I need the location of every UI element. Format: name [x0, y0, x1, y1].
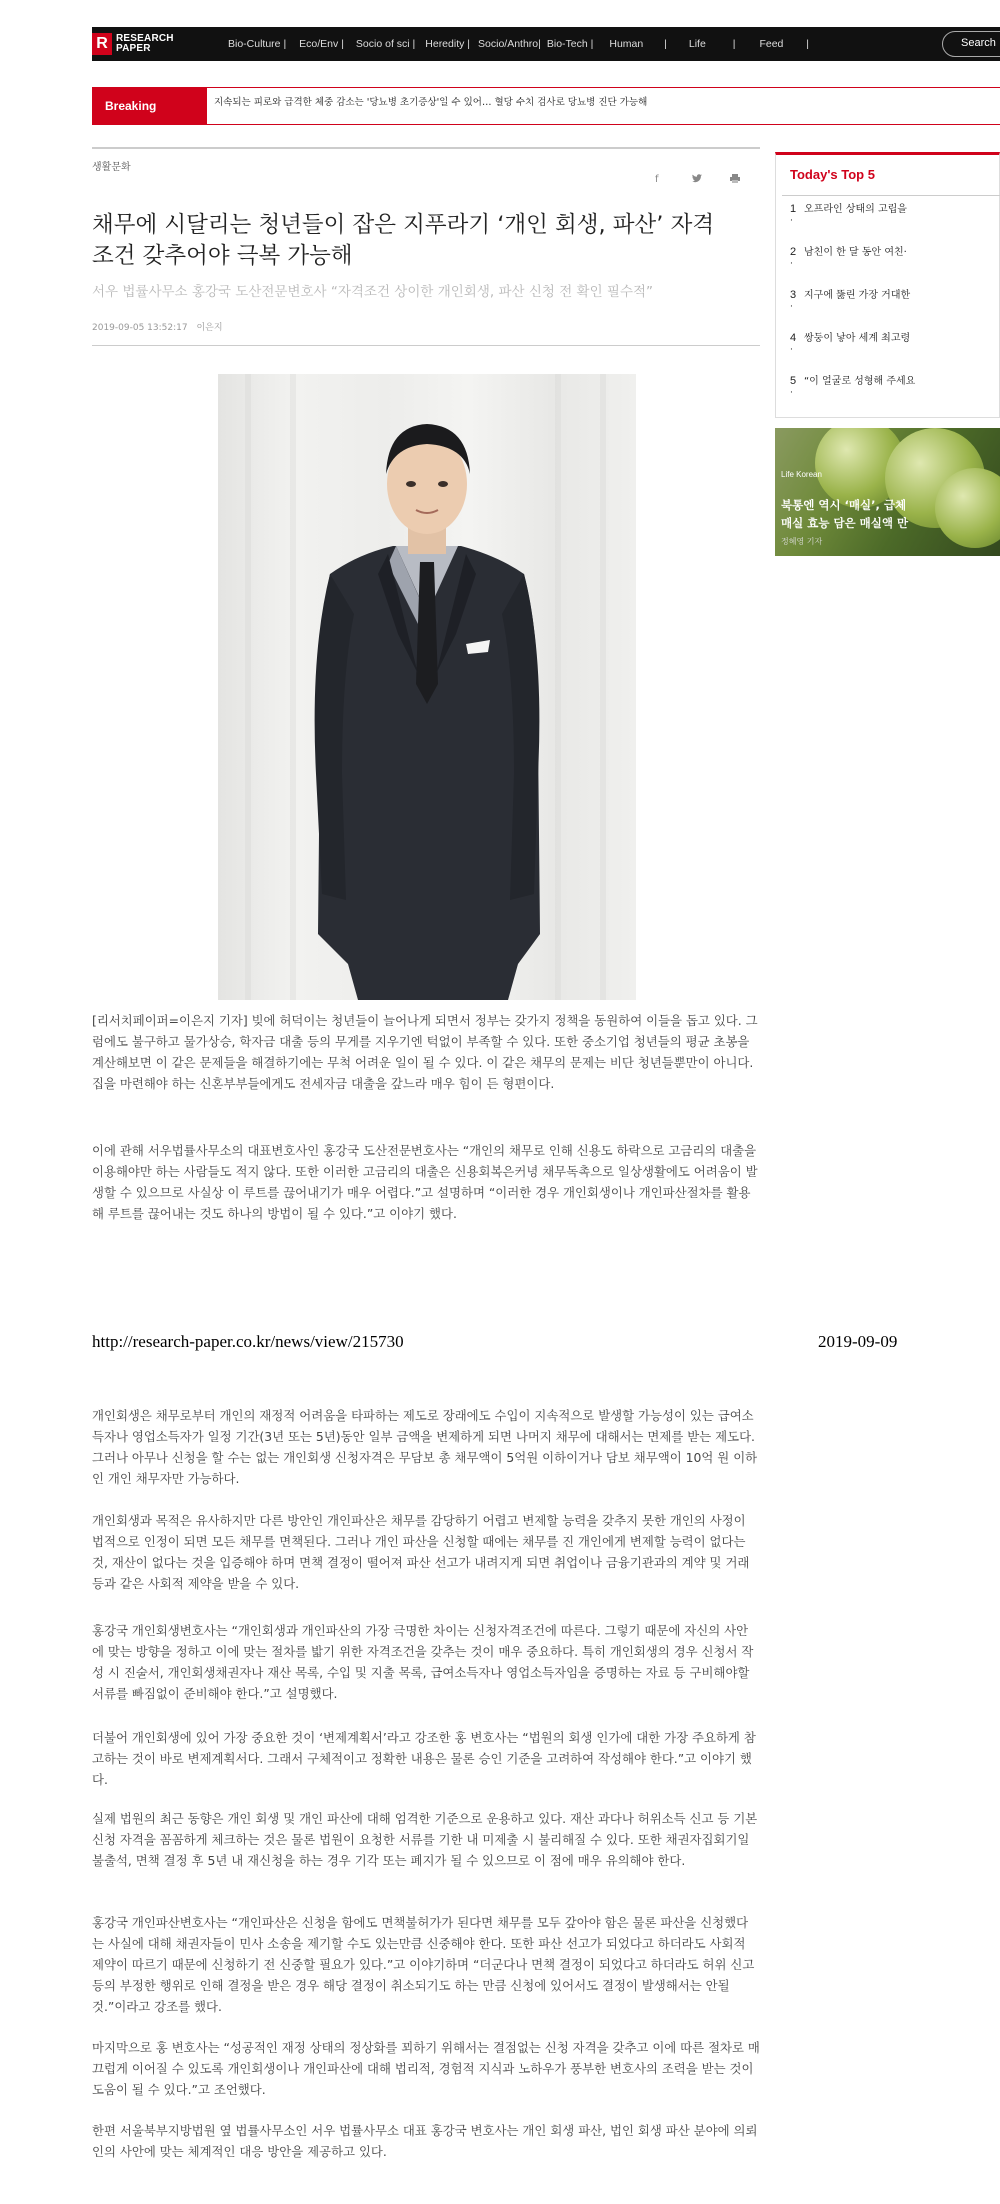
- nav-item-socio-of-sci[interactable]: Socio of sci |: [355, 38, 416, 50]
- top5-item[interactable]: 3 지구에 뚫린 가장 거대한 ·: [790, 289, 911, 312]
- top5-item[interactable]: 5 “이 얼굴로 성형해 주세요 ·: [790, 375, 916, 398]
- top5-item[interactable]: 1 오프라인 상태의 고립을 ·: [790, 203, 907, 226]
- facebook-share-icon[interactable]: f: [655, 174, 659, 185]
- article-top-divider: [92, 147, 760, 149]
- todays-top5-widget: [775, 152, 1000, 418]
- logo-text: RESEARCH PAPER: [116, 33, 174, 54]
- top-navigation-bar: [92, 27, 1000, 61]
- nav-item-bio-culture[interactable]: Bio-Culture |: [228, 38, 287, 50]
- top5-item[interactable]: 4 쌍둥이 낳아 세계 최고령 ·: [790, 332, 911, 355]
- print-date: 2019-09-09: [818, 1332, 898, 1351]
- nav-item-feed[interactable]: Feed |: [759, 38, 810, 50]
- promo-title: 북통엔 역시 ‘매실’, 급체 매실 효능 담은 매실액 만: [781, 498, 909, 530]
- article-title: 채무에 시달리는 청년들이 잡은 지푸라기 ‘개인 회생, 파산’ 자격 조건 갖추어야 극복 가능해: [92, 212, 715, 269]
- article-url[interactable]: http://research-paper.co.kr/news/view/215730: [92, 1332, 404, 1351]
- article-paragraph: 홍강국 개인파산변호사는 “개인파산은 신청을 함에도 면책불허가가 된다면 채무를 모두 갚아야 함은 물론 파산을 신청했다는 사실에 대해 채권자들이 민사 소송을 제기할 수도 있는만큼 신중해야 한다. 또한 파산 선고가 되었다고 하더라도 사회적 제약이 따르기 때문에 신청하기 전 신중할 필요가 있다.”고 이야기하며 “더군다나 면책 결정이 되었다고 하더라도 허위 신고 등의 부정한 행위로 인해 결정을 받은 경우 해당 결정이 취소되기도 하는 만큼 신청에 있어서도 결정이 발생해서는 안될 것.”이라고 강조를 했다.: [92, 1915, 755, 2014]
- article-paragraph: 실제 법원의 최근 동향은 개인 회생 및 개인 파산에 대해 엄격한 기준으로 운용하고 있다. 재산 과다나 허위소득 신고 등 기본 신청 자격을 꼼꼼하게 체크하는 것은 물론 법원이 요청한 서류를 기한 내 미제출 시 불리해질 수 있다. 또한 채권자집회기일 불출석, 면책 결정 후 5년 내 재신청을 하는 경우 기각 또는 폐지가 될 수 있으므로 이 점에 매우 유의해야 한다.: [92, 1811, 758, 1868]
- top5-item[interactable]: 2 남친이 한 달 동안 여친· ·: [790, 246, 907, 269]
- top5-title: Today's Top 5: [790, 167, 875, 182]
- nav-item-human[interactable]: Human |: [609, 38, 667, 50]
- article-paragraph: [리서치페이퍼=이은지 기자] 빚에 허덕이는 청년들이 늘어나게 되면서 정부는 갖가지 정책을 동원하여 이들을 돕고 있다. 그럼에도 불구하고 물가상승, 학자금 대출 등의 무게를 지우기엔 턱없이 부족할 수 있다. 또한 중소기업 청년들의 평균 초봉을 계산해보면 이 같은 문제들을 해결하기에는 무척 어려운 일이 될 수 있다. 이 같은 채무의 문제는 비단 청년들뿐만이 아니다. 집을 마련해야 하는 신혼부부들에게도 전세자금 대출을 갚느라 매우 힘이 든 형편이다.: [92, 1013, 758, 1091]
- article-paragraph: 더불어 개인회생에 있어 가장 중요한 것이 ‘변제계획서’라고 강조한 홍 변호사는 “법원의 회생 인가에 대한 가장 주요하게 참고하는 것이 바로 변제계획서다. 그래서 구체적이고 정확한 내용은 물론 승인 기준을 고려하여 작성해야 한다.”고 이야기 했다.: [92, 1730, 756, 1787]
- article-subtitle: 서우 법률사무소 홍강국 도산전문변호사 “자격조건 상이한 개인회생, 파산 신청 전 확인 필수적”: [92, 284, 654, 300]
- article-date: 2019-09-05 13:52:17: [92, 323, 188, 333]
- breaking-label: Breaking: [92, 88, 207, 124]
- article-photo: [218, 374, 636, 1000]
- article-paragraph: 마지막으로 홍 변호사는 “성공적인 재정 상태의 정상화를 꾀하기 위해서는 결점없는 신청 자격을 갖추고 이에 따른 절차로 매끄럽게 이어질 수 있도록 개인회생이나 개인파산에 대해 법리적, 경험적 지식과 노하우가 풍부한 변호사의 조력을 받는 것이 도움이 될 수 있다.”고 조언했다.: [92, 2040, 760, 2097]
- breaking-headline-link[interactable]: 지속되는 피로와 급격한 체중 감소는 '당뇨병 초기증상'일 수 있어… 혈당 수치 검사로 당뇨병 진단 가능해: [214, 97, 648, 108]
- article-author[interactable]: 이은지: [196, 323, 223, 333]
- nav-item-heredity[interactable]: Heredity |: [425, 38, 471, 50]
- article-section-label[interactable]: 생활문화: [92, 162, 131, 173]
- print-icon[interactable]: [730, 174, 740, 186]
- top5-divider: [782, 195, 1000, 196]
- article-paragraph: 이에 관해 서우법률사무소의 대표변호사인 홍강국 도산전문변호사는 “개인의 채무로 인해 신용도 하락으로 고금리의 대출을 이용해야만 하는 사람들도 적지 않다. 또한 이러한 고금리의 대출은 신용회복은커녕 채무독촉으로 일상생활에도 어려움이 발생할 수 있으므로 사실상 이 루트를 끊어내기가 매우 어렵다.”고 설명하며 “이러한 경우 개인회생이나 개인파산절차를 활용해 루트를 끊어내는 것도 하나의 방법이 될 수 있다.”고 이야기 했다.: [92, 1143, 758, 1221]
- nav-item-bio-tech[interactable]: Bio-Tech |: [546, 38, 594, 50]
- article-paragraph: 한편 서울북부지방법원 옆 법률사무소인 서우 법률사무소 대표 홍강국 변호사는 개인 회생 파산, 법인 회생 파산 분야에 의뢰인의 사안에 맞는 체계적인 대응 방안을 제공하고 있다.: [92, 2123, 758, 2159]
- logo-mark: R: [92, 33, 112, 55]
- meta-divider: [92, 345, 760, 346]
- site-logo[interactable]: [92, 31, 174, 57]
- search-button[interactable]: Search: [942, 31, 1000, 57]
- nav-item-socio-anthro[interactable]: Socio/Anthro|: [478, 38, 541, 50]
- main-nav: [228, 27, 809, 61]
- breaking-news-bar: [92, 87, 1000, 125]
- promo-author: 정혜영 기자: [781, 537, 823, 546]
- article-paragraph: 개인회생과 목적은 유사하지만 다른 방안인 개인파산은 채무를 감당하기 어렵고 변제할 능력을 갖추지 못한 개인의 사정이 법적으로 인정이 되면 모든 채무를 면책된다. 그러나 개인 파산을 신청할 때에는 채무를 진 개인에게 변제할 능력이 없다는 것, 재산이 없다는 것을 입증해야 하며 면책 결정이 떨어져 파산 선고가 내려지게 되면 취업이나 금융기관과의 계약 및 거래 등과 같은 사회적 제약을 받을 수 있다.: [92, 1513, 750, 1591]
- nav-item-life[interactable]: Life |: [688, 38, 736, 50]
- article-meta: [92, 320, 229, 333]
- promo-card[interactable]: [775, 428, 1000, 556]
- twitter-share-icon[interactable]: [692, 174, 702, 186]
- promo-tag: Life Korean: [781, 470, 822, 479]
- article-paragraph: 홍강국 개인회생변호사는 “개인회생과 개인파산의 가장 극명한 차이는 신청자격조건에 따른다. 그렇기 때문에 자신의 사안에 맞는 방향을 정하고 이에 맞는 절차를 밟기 위한 자격조건을 갖추는 것이 매우 중요하다. 특히 개인회생의 경우 신청서 작성 시 진술서, 개인회생채권자나 재산 목록, 수입 및 지출 목록, 급여소득자나 영업소득자임을 증명하는 자료 등 구비해야할 서류를 빠짐없이 준비해야 한다.”고 설명했다.: [92, 1623, 754, 1701]
- nav-item-eco-env[interactable]: Eco/Env |: [299, 38, 344, 50]
- article-paragraph: 개인회생은 채무로부터 개인의 재정적 어려움을 타파하는 제도로 장래에도 수입이 지속적으로 발생할 가능성이 있는 급여소득자나 영업소득자가 일정 기간(3년 또는 5년)동안 일부 금액을 변제하게 되면 나머지 채무에 대해서는 면제를 받는 제도다. 그러나 아무나 신청을 할 수는 없는 개인회생 신청자격은 무담보 총 채무액이 5억원 이하이거나 담보 채무액이 10억 원 이하인 개인 채무자만 가능하다.: [92, 1408, 758, 1486]
